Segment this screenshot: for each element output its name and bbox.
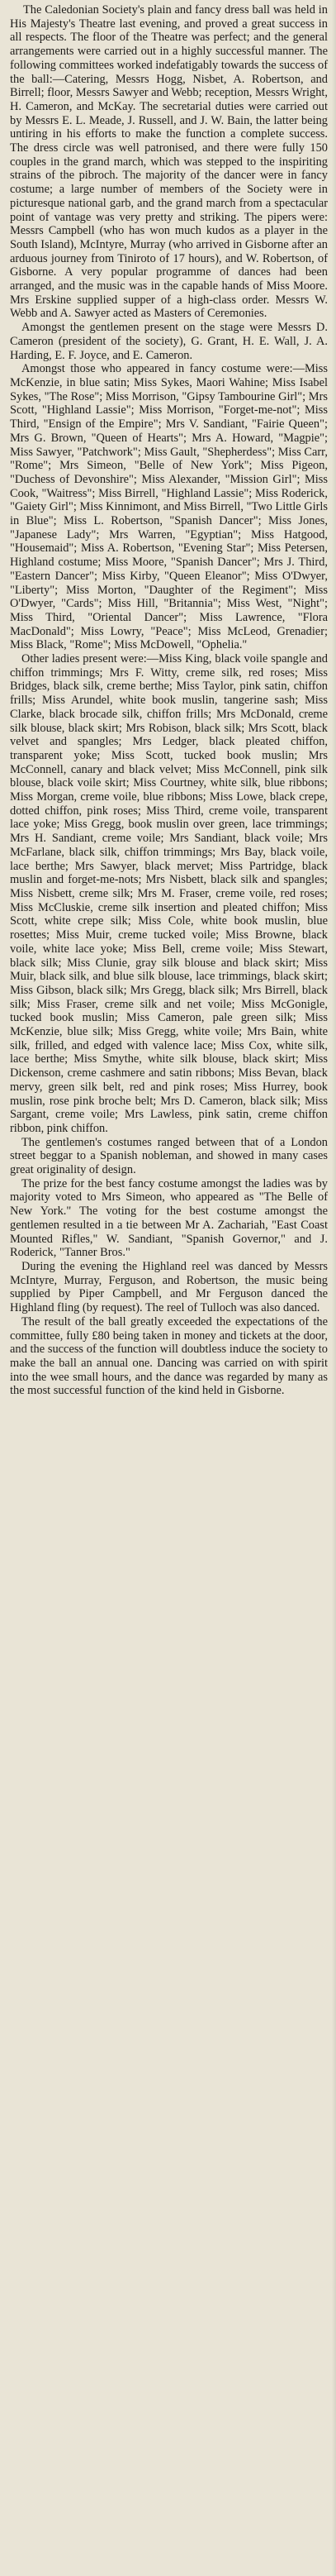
article-paragraph-4: Other ladies present were:—Miss King, black voile spangle and chiffon trimmings; Mrs F. Witty, creme silk, red roses; Miss Bridges, black silk, creme berthe; Miss Taylor, pink satin, chiffon frills; Miss Arundel, white book muslin, tangerine sash; Miss Clarke, black brocade silk, chiffon frills; Mrs McDonald, creme silk blouse, black skirt; Mrs Robison, black silk; Mrs Scott, black velvet and spangles; Mrs Ledger, black pleated chiffon, transparent yoke; Miss Scott, tucked book muslin; Mrs McConnell, canary and black velvet; Miss McConnell, pink silk blouse, black voile skirt; Miss Courtney, white silk, blue ribbons; Miss Morgan, creme voile, blue ribbons; Miss Lowe, black crepe, dotted chiffon, pink roses; Miss Third, creme voile, transparent lace yoke; Miss Gregg, book muslin over green, lace trimmings; Mrs H. Sandiant, creme voile; Mrs Sandiant, black voile; Mrs McFarlane, black silk, chiffon trimmings; Mrs Bay, black voile, lace berthe; Mrs Sawyer, black mervet; Miss Partridge, black muslin and forget-me-nots; Mrs Nisbett, black silk and spangles; Miss Nisbett, creme silk; Mrs M. Fraser, creme voile, red roses; Miss McCluskie, creme silk insertion and pleated chiffon; Miss Scott, white crepe silk; Miss Cole, white book muslin, blue rosettes; Miss Muir, creme tucked voile; Miss Browne, black voile, white lace yoke; Miss Bell, creme voile; Miss Stewart, black silk; Miss Clunie, gray silk blouse and black skirt; Miss Muir, black silk, and blue silk blouse, lace trimmings, black skirt; Miss Gibson, black silk; Mrs Gregg, black silk; Mrs Birrell, black silk; Miss Fraser, creme silk and net voile; Miss McGonigle, tucked book muslin; Miss Cameron, pale green silk; Miss McKenzie, blue silk; Miss Gregg, white voile; Mrs Bain, white silk, frilled, and edged with valence lace; Miss Cox, white silk, lace berthe; Miss Smythe, white silk blouse, black skirt; Miss Dickenson, creme cashmere and satin ribbons; Miss Bevan, black mervy, green silk belt, red and pink roses; Miss Hurrey, book muslin, rose pink broche belt; Mrs D. Cameron, black silk; Miss Sargant, creme voile; Mrs Lawless, pink satin, creme chiffon ribbon, pink chiffon. (10, 652, 328, 1135)
article-paragraph-8: The result of the ball greatly exceeded the expectations of the committee, fully £80 being taken in money and tickets at the door, and the success of the function will doubtless induce the society to make the ball an annual one. Dancing was carried on with spirit into the wee small hours, and the dance was regarded by many as the most successful function of the kind held in Gisborne. (10, 1314, 328, 1398)
article-paragraph-7: During the evening the Highland reel was danced by Messrs McIntyre, Murray, Ferguson, and Robertson, the music being supplied by Piper Campbell, and Mr Ferguson danced the Highland fling (by request). The reel of Tulloch was also danced. (10, 1259, 328, 1315)
article-paragraph-1: The Caledonian Society's plain and fancy dress ball was held in His Majesty's Theatre last evening, and proved a great success in all respects. The floor of the Theatre was perfect; and the general arrangements were carried out in a highly successful manner. The following committees worked indefatigably towards the success of the ball:—Catering, Messrs Hogg, Nisbet, A. Robertson, and Birrell; floor, Messrs Sawyer and Webb; reception, Messrs Wright, H. Cameron, and McKay. The secretarial duties were carried out by Messrs E. L. Meade, J. Russell, and J. W. Bain, the latter being untiring in his efforts to make the function a complete success. The dress circle was well patronised, and there were fully 150 couples in the grand march, which was stepped to the inspiriting strains of the pibroch. The majority of the dancer were in fancy costume; a large number of members of the Society were in picturesque national garb, and the grand march from a spectacular point of vantage was very pretty and striking. The pipers were: Messrs Campbell (who has won much kudos as a player in the South Island), McIntyre, Murray (who arrived in Gisborne after an arduous journey from Tiniroto of 17 hours), and W. Robertson, of Gisborne. A very popular programme of dances had been arranged, and the music was in the capable hands of Miss Moore. Mrs Erskine supplied supper of a high-class order. Messrs W. Webb and A. Sawyer acted as Masters of Ceremonies. (10, 3, 328, 321)
article-paragraph-2: Amongst the gentlemen present on the stage were Messrs D. Cameron (president of the society), G. Grant, H. E. Wall, J. A. Harding, E. F. Joyce, and E. Cameron. (10, 321, 328, 362)
article-paragraph-5: The gentlemen's costumes ranged between that of a London street beggar to a Spanish nobleman, and showed in many cases great originality of design. (10, 1135, 328, 1177)
page-edge-shadow (332, 0, 336, 2576)
article-paragraph-3: Amongst those who appeared in fancy costume were:—Miss McKenzie, in blue satin; Miss Sykes, Maori Wahine; Miss Isabel Sykes, "The Rose"; Miss Morrison, "Gipsy Tambourine Girl"; Mrs Scott, "Highland Lassie"; Miss Morrison, "Forget-me-not"; Miss Third, "Ensign of the Empire"; Mrs V. Sandiant, "Fairie Queen"; Mrs G. Brown, "Queen of Hearts"; Mrs A. Howard, "Magpie"; Miss Sawyer, "Patchwork"; Miss Gault, "Shepherdess"; Miss Carr, "Rome"; Mrs Simeon, "Belle of New York"; Miss Pigeon, "Duchess of Devonshire"; Miss Alexander, "Mission Girl"; Miss Cook, "Waitress"; Miss Birrell, "Highland Lassie"; Miss Roderick, "Gaiety Girl"; Miss Kinnimont, and Miss Birrell, "Two Little Girls in Blue"; Miss L. Robertson, "Spanish Dancer"; Miss Jones, "Japanese Lady"; Mrs Warren, "Egyptian"; Miss Hatgood, "Housemaid"; Miss A. Robertson, "Evening Star"; Miss Petersen, Highland costume; Miss Moore, "Spanish Dancer"; Mrs J. Third, "Eastern Dancer"; Miss Kirby, "Queen Eleanor"; Miss O'Dwyer, "Liberty"; Miss Morton, "Daughter of the Regiment"; Miss O'Dwyer, "Cards"; Miss Hill, "Britannia"; Miss West, "Night"; Miss Third, "Oriental Dancer"; Miss Lawrence, "Flora MacDonald"; Miss Lowry, "Peace"; Miss McLeod, Grenadier; Miss Black, "Rome"; Miss McDowell, "Ophelia." (10, 362, 328, 652)
article-paragraph-6: The prize for the best fancy costume amongst the ladies was by majority voted to Mrs Simeon, who appeared as "The Belle of New York." The voting for the best costume amongst the gentlemen resulted in a tie between Mr A. Zachariah, "East Coast Mounted Rifles," W. Sandiant, "Spanish Governor," and J. Roderick, "Tanner Bros." (10, 1176, 328, 1260)
